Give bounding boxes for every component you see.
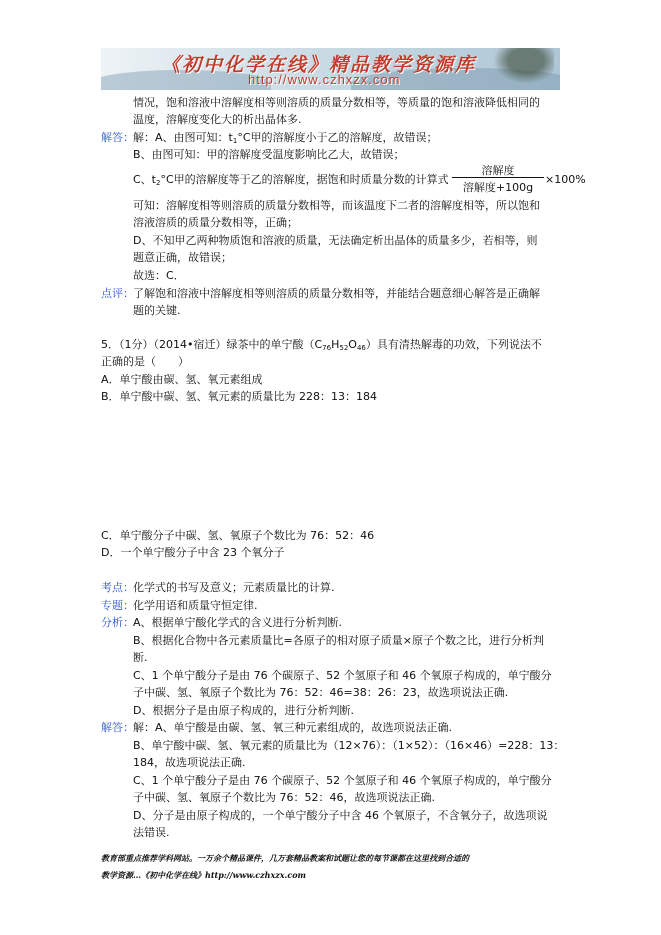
q5-option-b: B．单宁酸中碳、氢、氧元素的质量比为 228：13：184 — [101, 390, 378, 403]
q5-stem-line2: 正确的是（ ） — [101, 355, 189, 368]
q5-fenxi-line: D、根据分子是由原子构成的，进行分析判断. — [133, 704, 354, 717]
q5-jieda-line: 解：A、单宁酸是由碳、氢、氧三种元素组成的，故选项说法正确. — [133, 721, 453, 734]
banner-url-link[interactable]: http://www.czhxzx.com — [248, 72, 401, 87]
footer-line: 教育部重点推荐学科网站。一万余个精品课件，几万套精品教案和试题让您的每节课都在这里找到合适的 — [101, 853, 469, 863]
q4-answer-c: C、$t_2^\circ C$甲的溶解度等于乙的溶解度，据饱和时质量分数的计算式 — [133, 173, 449, 187]
q4-comment-line: 了解饱和溶液中溶解度相等则溶质的质量分数相等，并能结合题意细心解答是正确解 — [133, 287, 540, 300]
q5-stem: 5．（1分）（2014•宿迁）绿茶中的单宁酸$(C_{76}H_{52}O_{46})$具有清热解毒的功效，下列说法不 — [101, 338, 542, 352]
q5-option-c: C．单宁酸分子中碳、氢、氧原子个数比为 76：52：46 — [101, 529, 375, 542]
q4-conclusion: 故选：C． — [133, 269, 185, 282]
q5-jieda-line: C、1 个单宁酸分子是由 76 个碳原子、52 个氢原子和 46 个氧原子构成的，单宁酸分 — [133, 774, 552, 787]
q5-jieda-line: D、分子是由原子构成的，一个单宁酸分子中含 46 个氧原子，不含氧分子，故选项说 — [133, 809, 548, 822]
fraction-suffix: ×100% — [545, 173, 586, 186]
q4-answer-c-line: 可知：溶解度相等则溶质的质量分数相等，而该温度下二者的溶解度相等，所以饱和 — [133, 199, 540, 212]
q5-jieda-line: 法错误. — [133, 826, 170, 839]
q5-zhuanti: 化学用语和质量守恒定律. — [133, 599, 258, 612]
q5-fenxi-tag: 分析： — [101, 616, 134, 629]
fraction-denominator: 溶解度+100g — [462, 181, 534, 194]
q4-answer-a: 解：A、由图可知：$t_1^\circ C$甲的溶解度小于乙的溶解度，故错误； — [133, 131, 438, 145]
q4-comment-line: 题的关键. — [133, 304, 181, 317]
q5-kaodian-tag: 考点： — [101, 581, 134, 594]
q4-comment-tag: 点评： — [101, 287, 134, 300]
q5-fenxi-line: A、根据单宁酸化学式的含义进行分析判断. — [133, 616, 343, 629]
q4-analysis-line: 情况，饱和溶液中溶解度相等则溶质的质量分数相等，等质量的饱和溶液降低相同的 — [133, 96, 540, 109]
q4-answer-tag: 解答： — [101, 131, 134, 144]
q5-jieda-tag: 解答： — [101, 721, 134, 734]
header-banner — [101, 48, 560, 90]
q5-option-d: D．一个单宁酸分子中含 23 个氧分子 — [101, 546, 285, 559]
q4-answer-b: B、由图可知：甲的溶解度受温度影响比乙大，故错误； — [133, 148, 405, 161]
q5-jieda-line: B、单宁酸中碳、氢、氧元素的质量比为（12×76）：（1×52）：（16×46）=228：13： — [133, 739, 565, 752]
q4-answer-d-line: 题意正确，故错误； — [133, 251, 232, 264]
q4-answer-c-line: 溶液溶质的质量分数相等，正确； — [133, 216, 298, 229]
q5-kaodian: 化学式的书写及意义；元素质量比的计算. — [133, 581, 335, 594]
banner-pine-decoration — [484, 48, 554, 90]
fraction-bar — [452, 177, 544, 178]
banner-title: 《初中化学在线》精品教学资源库 — [161, 54, 477, 76]
footer-line: 教学资源…《初中化学在线》http://www.czhxzx.com — [101, 870, 307, 880]
q5-jieda-line: 184，故选项说法正确. — [133, 756, 246, 769]
mass-fraction-formula — [452, 162, 544, 196]
q5-fenxi-line: 断. — [133, 651, 148, 664]
q5-jieda-line: 子中碳、氢、氧原子个数比为 76：52：46，故选项说法正确. — [133, 791, 435, 804]
q5-zhuanti-tag: 专题： — [101, 599, 134, 612]
fraction-numerator: 溶解度 — [481, 164, 515, 177]
q5-fenxi-line: 子中碳、氢、氧原子个数比为 76：52：46=38：26：23，故选项说法正确. — [133, 686, 509, 699]
q5-option-a: A．单宁酸由碳、氢、氧元素组成 — [101, 373, 263, 386]
q4-analysis-line: 温度，溶解度变化大的析出晶体多. — [133, 113, 302, 126]
q4-answer-d-line: D、不知甲乙两种物质饱和溶液的质量，无法确定析出晶体的质量多少，若相等，则 — [133, 234, 538, 247]
q5-fenxi-line: B、根据化合物中各元素质量比=各原子的相对原子质量×原子个数之比，进行分析判 — [133, 634, 544, 647]
q5-fenxi-line: C、1 个单宁酸分子是由 76 个碳原子、52 个氢原子和 46 个氧原子构成的，单宁酸分 — [133, 669, 552, 682]
